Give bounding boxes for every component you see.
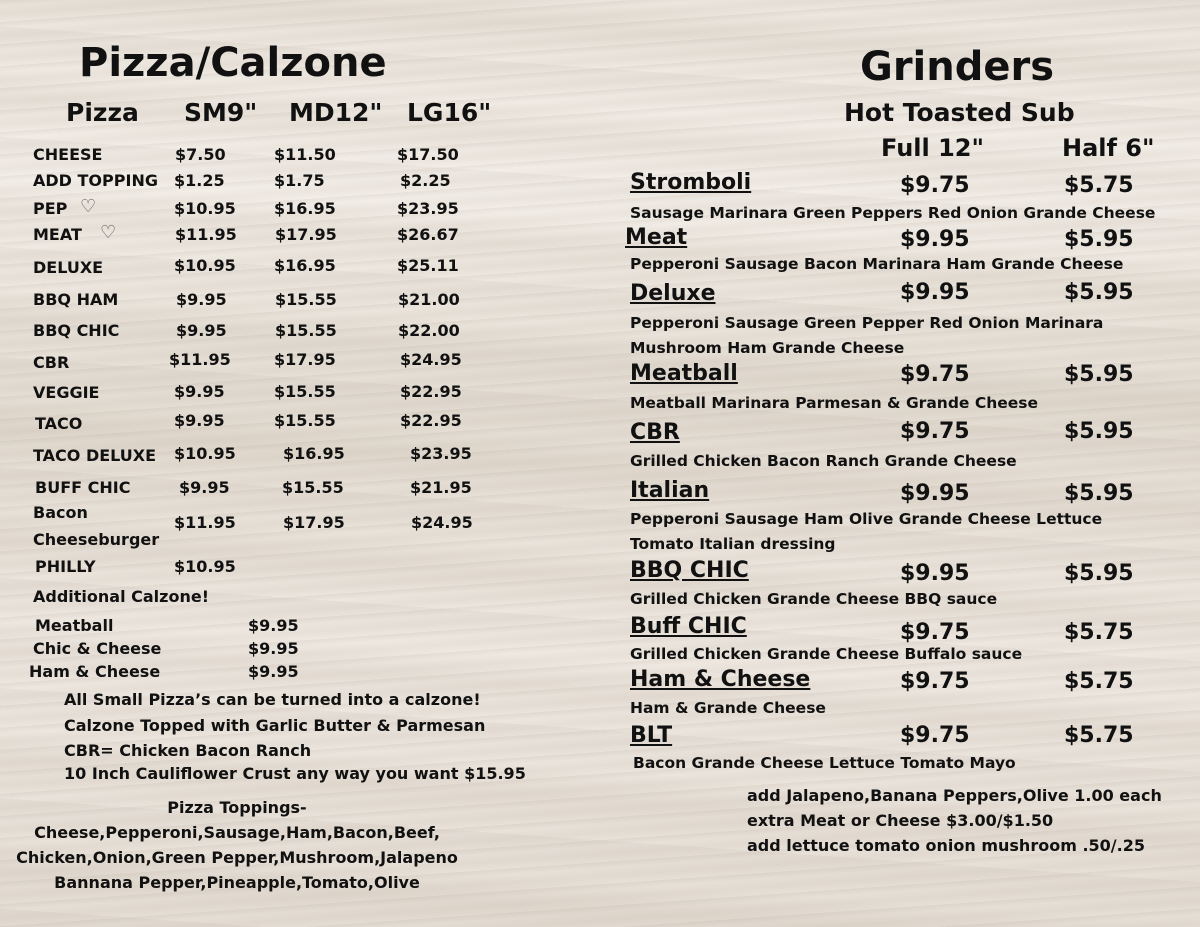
grinder-name: Italian	[630, 478, 710, 503]
grinder-desc: Sausage Marinara Green Peppers Red Onion Grande Cheese	[630, 204, 1156, 222]
pizza-row-sm-price: $10.95	[174, 256, 236, 275]
pizza-row-lg-price: $22.00	[398, 321, 460, 340]
grinder-half-price: $5.95	[1064, 227, 1134, 252]
pizza-row-sm-price: $1.25	[174, 171, 225, 190]
toppings-line: Cheese,Pepperoni,Sausage,Ham,Bacon,Beef,	[34, 823, 440, 842]
pizza-row-sm-price: $9.95	[176, 321, 227, 340]
grinder-half-price: $5.95	[1064, 561, 1134, 586]
pizza-note: 10 Inch Cauliflower Crust any way you want $15.95	[64, 764, 526, 783]
pizza-row-md-price: $11.50	[274, 145, 336, 164]
grinder-addon: extra Meat or Cheese $3.00/$1.50	[747, 811, 1054, 830]
grinder-half-price: $5.75	[1064, 173, 1134, 198]
pizza-row-name-line2: Cheeseburger	[33, 530, 160, 549]
grinder-desc: Grilled Chicken Grande Cheese BBQ sauce	[630, 590, 998, 608]
grinder-desc: Pepperoni Sausage Bacon Marinara Ham Grande Cheese	[630, 255, 1124, 273]
grinder-full-price: $9.95	[900, 280, 970, 305]
pizza-row-name: Bacon	[33, 503, 88, 522]
pizza-note: CBR= Chicken Bacon Ranch	[64, 741, 312, 760]
pizza-row-lg-price: $22.95	[400, 382, 462, 401]
pizza-row-name: PEP	[33, 199, 68, 218]
calzone-item-price: $9.95	[248, 639, 299, 658]
calzone-item-name: Ham & Cheese	[29, 662, 161, 681]
grinder-full-price: $9.95	[900, 481, 970, 506]
grinders-half-header: Half 6"	[1062, 134, 1155, 162]
pizza-row-md-price: $16.95	[274, 199, 336, 218]
grinder-desc: Bacon Grande Cheese Lettuce Tomato Mayo	[633, 754, 1016, 772]
grinder-desc: Ham & Grande Cheese	[630, 699, 826, 717]
pizza-row-md-price: $15.55	[282, 478, 344, 497]
grinder-desc: Pepperoni Sausage Green Pepper Red Onion Marinara	[630, 314, 1104, 332]
pizza-row-md-price: $17.95	[283, 513, 345, 532]
toppings-line: Bannana Pepper,Pineapple,Tomato,Olive	[54, 873, 420, 892]
grinder-full-price: $9.75	[900, 723, 970, 748]
pizza-row-sm-price: $11.95	[169, 350, 231, 369]
pizza-row-name: BBQ HAM	[33, 290, 119, 309]
grinder-desc: Meatball Marinara Parmesan & Grande Cheese	[630, 394, 1038, 412]
pizza-row-lg-price: $2.25	[400, 171, 451, 190]
grinder-full-price: $9.75	[900, 173, 970, 198]
pizza-note: Calzone Topped with Garlic Butter & Parmesan	[64, 716, 486, 735]
grinder-half-price: $5.95	[1064, 419, 1134, 444]
pizza-row-sm-price: $9.95	[174, 411, 225, 430]
pizza-row-sm-price: $7.50	[175, 145, 226, 164]
grinder-half-price: $5.95	[1064, 481, 1134, 506]
grinder-name: BLT	[630, 723, 673, 748]
pizza-row-md-price: $16.95	[283, 444, 345, 463]
pizza-row-lg-price: $21.00	[398, 290, 460, 309]
pizza-row-lg-price: $24.95	[411, 513, 473, 532]
grinder-desc: Tomato Italian dressing	[630, 535, 836, 553]
pizza-row-name: TACO	[35, 414, 83, 433]
grinder-name: BBQ CHIC	[630, 558, 749, 583]
pizza-row-lg-price: $24.95	[400, 350, 462, 369]
grinder-full-price: $9.75	[900, 620, 970, 645]
pizza-col-header-sm: SM9"	[184, 98, 258, 127]
toppings-line: Chicken,Onion,Green Pepper,Mushroom,Jalapeno	[16, 848, 458, 867]
grinder-full-price: $9.75	[900, 419, 970, 444]
grinder-desc: Pepperoni Sausage Ham Olive Grande Cheese Lettuce	[630, 510, 1103, 528]
grinder-addon: add Jalapeno,Banana Peppers,Olive 1.00 each	[747, 786, 1162, 805]
pizza-row-sm-price: $9.95	[174, 382, 225, 401]
pizza-row-lg-price: $22.95	[400, 411, 462, 430]
pizza-row-name: MEAT	[33, 225, 82, 244]
pizza-row-md-price: $15.55	[275, 290, 337, 309]
grinder-name: Meat	[625, 225, 688, 250]
pizza-col-header-lg: LG16"	[407, 98, 492, 127]
pizza-row-lg-price: $26.67	[397, 225, 459, 244]
pizza-row-sm-price: $10.95	[174, 557, 236, 576]
pizza-row-name: DELUXE	[33, 258, 104, 277]
grinder-half-price: $5.95	[1064, 362, 1134, 387]
calzone-item-price: $9.95	[248, 662, 299, 681]
pizza-row-name: BBQ CHIC	[33, 321, 120, 340]
pizza-row-name: PHILLY	[35, 557, 96, 576]
grinder-half-price: $5.75	[1064, 723, 1134, 748]
grinder-half-price: $5.95	[1064, 280, 1134, 305]
grinder-name: Stromboli	[630, 170, 752, 195]
pizza-row-name: CHEESE	[33, 145, 103, 164]
calzone-title: Additional Calzone!	[33, 587, 210, 606]
pizza-row-md-price: $15.55	[275, 321, 337, 340]
grinders-subtitle: Hot Toasted Sub	[844, 98, 1075, 127]
grinder-full-price: $9.75	[900, 669, 970, 694]
pizza-row-sm-price: $10.95	[174, 199, 236, 218]
grinder-half-price: $5.75	[1064, 620, 1134, 645]
pizza-row-lg-price: $25.11	[397, 256, 459, 275]
grinder-full-price: $9.95	[900, 561, 970, 586]
pizza-note: All Small Pizza’s can be turned into a calzone!	[64, 690, 481, 709]
pizza-row-name: VEGGIE	[33, 383, 100, 402]
pizza-col-header-name: Pizza	[66, 98, 139, 127]
pizza-row-sm-price: $9.95	[176, 290, 227, 309]
pizza-row-sm-price: $11.95	[175, 225, 237, 244]
grinder-full-price: $9.95	[900, 227, 970, 252]
grinder-name: Meatball	[630, 361, 738, 386]
grinder-half-price: $5.75	[1064, 669, 1134, 694]
grinder-name: Ham & Cheese	[630, 667, 811, 692]
grinder-desc: Mushroom Ham Grande Cheese	[630, 339, 905, 357]
calzone-item-name: Meatball	[35, 616, 114, 635]
heart-icon: ♡	[100, 222, 117, 243]
pizza-row-name: TACO DELUXE	[33, 446, 157, 465]
pizza-row-md-price: $17.95	[275, 225, 337, 244]
toppings-title: Pizza Toppings-	[167, 798, 307, 817]
heart-icon: ♡	[80, 196, 97, 217]
pizza-row-lg-price: $21.95	[410, 478, 472, 497]
grinders-full-header: Full 12"	[881, 134, 984, 162]
pizza-row-sm-price: $9.95	[179, 478, 230, 497]
pizza-row-md-price: $15.55	[274, 382, 336, 401]
pizza-row-sm-price: $10.95	[174, 444, 236, 463]
pizza-row-lg-price: $23.95	[397, 199, 459, 218]
pizza-row-name: ADD TOPPING	[33, 171, 158, 190]
grinder-name: CBR	[630, 420, 680, 445]
grinder-addon: add lettuce tomato onion mushroom .50/.25	[747, 836, 1145, 855]
pizza-row-md-price: $15.55	[274, 411, 336, 430]
calzone-item-name: Chic & Cheese	[33, 639, 162, 658]
grinder-full-price: $9.75	[900, 362, 970, 387]
pizza-row-name: BUFF CHIC	[35, 478, 131, 497]
pizza-row-lg-price: $23.95	[410, 444, 472, 463]
pizza-row-name: CBR	[33, 353, 70, 372]
grinder-desc: Grilled Chicken Grande Cheese Buffalo sauce	[630, 645, 1023, 663]
grinder-name: Deluxe	[630, 281, 716, 306]
grinders-title: Grinders	[860, 44, 1055, 90]
pizza-row-lg-price: $17.50	[397, 145, 459, 164]
pizza-row-md-price: $1.75	[274, 171, 325, 190]
calzone-item-price: $9.95	[248, 616, 299, 635]
pizza-row-md-price: $16.95	[274, 256, 336, 275]
pizza-row-md-price: $17.95	[274, 350, 336, 369]
grinder-name: Buff CHIC	[630, 614, 747, 639]
pizza-row-sm-price: $11.95	[174, 513, 236, 532]
pizza-title: Pizza/Calzone	[79, 40, 387, 86]
grinder-desc: Grilled Chicken Bacon Ranch Grande Cheese	[630, 452, 1017, 470]
pizza-col-header-md: MD12"	[289, 98, 383, 127]
